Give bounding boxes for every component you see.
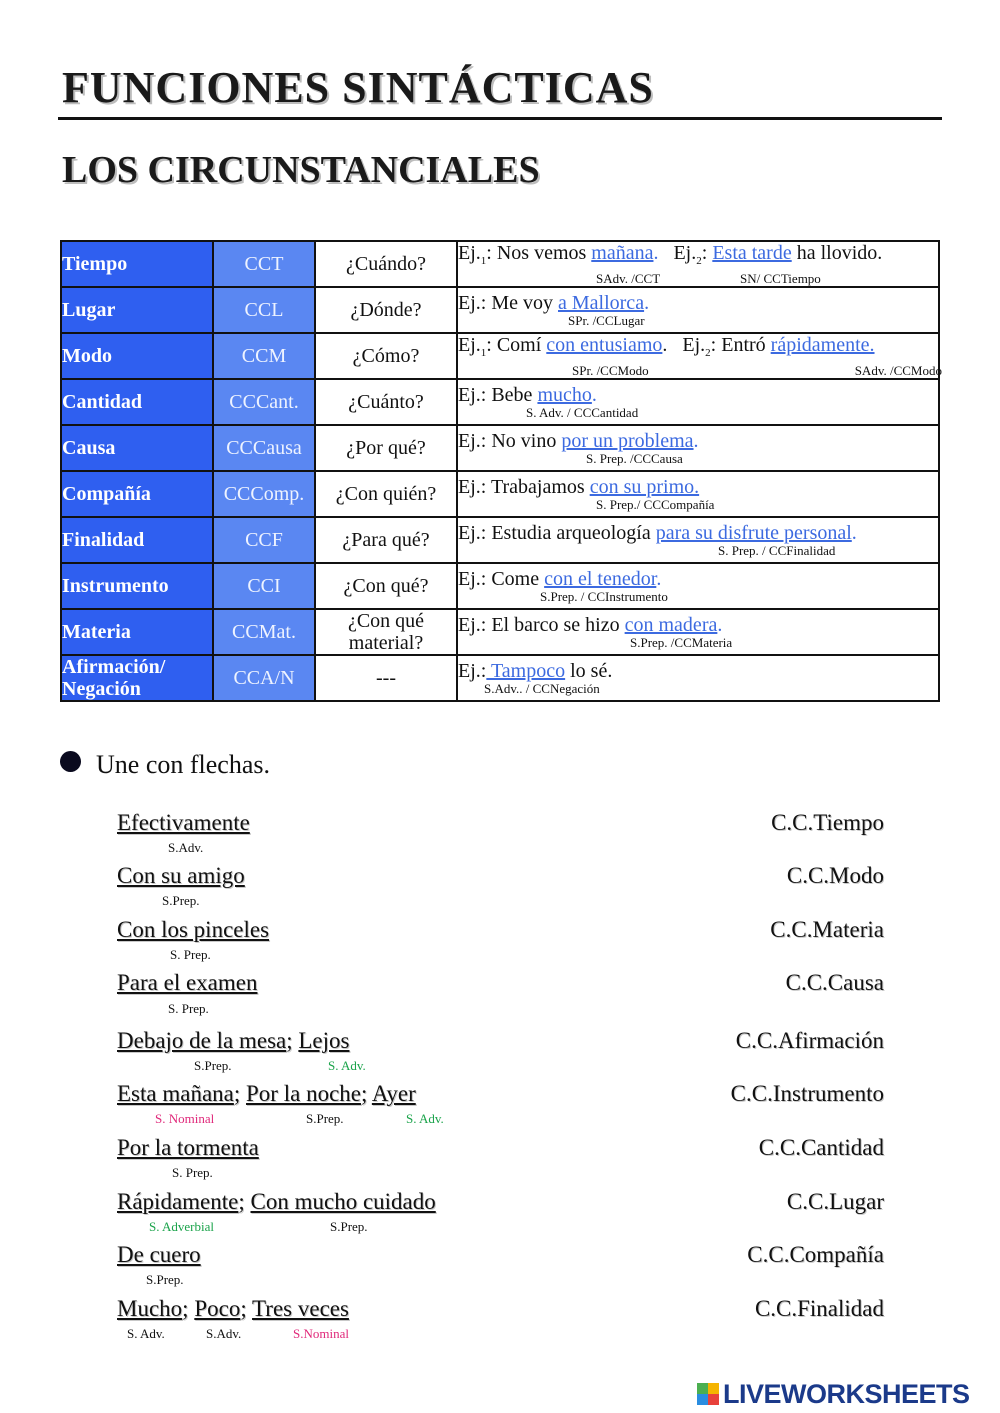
example-highlight: mañana bbox=[591, 241, 654, 264]
example2-index: 2 bbox=[696, 254, 702, 267]
example-index: 1 bbox=[480, 346, 487, 359]
example-cell bbox=[457, 287, 939, 333]
function-abbr: CCCant. bbox=[213, 379, 315, 425]
example-highlight: con su primo. bbox=[589, 475, 700, 498]
table-row bbox=[61, 609, 939, 655]
example-cell bbox=[457, 517, 939, 563]
match-left-item[interactable]: Esta mañana; Por la noche; Ayer bbox=[117, 1081, 416, 1106]
example-note: S.Prep. / CCInstrumento bbox=[540, 588, 668, 604]
example-highlight: a Mallorca bbox=[558, 291, 645, 314]
example-text: : No vino bbox=[480, 429, 562, 452]
example-note: SPr. /CCLugar bbox=[568, 312, 645, 328]
phrase-type-label: S.Prep. bbox=[306, 1111, 344, 1126]
example2-highlight: rápidamente. bbox=[770, 333, 875, 356]
match-right-item[interactable]: C.C.Instrumento bbox=[730, 1081, 884, 1106]
example-tail: . bbox=[591, 383, 597, 406]
function-abbr: CCT bbox=[213, 241, 315, 287]
example-highlight: por un problema bbox=[561, 429, 694, 452]
table-row bbox=[61, 425, 939, 471]
example-cell bbox=[457, 333, 942, 379]
function-name: Causa bbox=[61, 425, 213, 471]
example2-text: : bbox=[701, 241, 713, 264]
example-text: : El barco se hizo bbox=[480, 613, 625, 636]
match-left-item[interactable]: De cuero bbox=[117, 1242, 201, 1267]
phrase-type-label: S.Prep. bbox=[146, 1272, 184, 1287]
example-tail: . bbox=[653, 241, 659, 264]
example-cell bbox=[457, 425, 939, 471]
phrase-type-label: S.Nominal bbox=[293, 1326, 349, 1341]
function-name: Modo bbox=[61, 333, 213, 379]
example-tail: . bbox=[693, 429, 699, 452]
phrase-type-label: S.Prep. bbox=[162, 893, 200, 908]
example-prefix: Ej. bbox=[458, 475, 481, 498]
example-note: S. Prep./ CCCompañía bbox=[596, 496, 715, 512]
match-right-item[interactable]: C.C.Finalidad bbox=[754, 1296, 884, 1321]
example2-index: 2 bbox=[705, 346, 711, 359]
example2-note: SAdv. /CCModo bbox=[854, 362, 942, 378]
example2-text: : Entró bbox=[710, 333, 771, 356]
phrase-type-label: S. Adv. bbox=[406, 1111, 444, 1126]
table-row bbox=[61, 333, 939, 379]
example-highlight: para su disfrute personal bbox=[655, 521, 852, 544]
example-cell bbox=[457, 241, 939, 287]
function-question: --- bbox=[315, 655, 457, 701]
match-right-item[interactable]: C.C.Cantidad bbox=[758, 1135, 884, 1160]
match-left-item[interactable]: Rápidamente; Con mucho cuidado bbox=[117, 1189, 436, 1214]
match-left-item[interactable]: Con su amigo bbox=[117, 863, 245, 888]
page-title: FUNCIONES SINTÁCTICAS bbox=[62, 63, 654, 112]
example-highlight: con el tenedor bbox=[544, 567, 657, 590]
example-prefix: Ej. bbox=[458, 383, 481, 406]
example-highlight: Tampoco bbox=[486, 659, 566, 682]
table-row bbox=[61, 563, 939, 609]
function-abbr: CCI bbox=[213, 563, 315, 609]
example-tail: . bbox=[656, 567, 662, 590]
match-right-item[interactable]: C.C.Causa bbox=[785, 970, 884, 995]
example-note: S. Prep. /CCCausa bbox=[586, 450, 683, 466]
function-question: ¿Cuándo? bbox=[315, 241, 457, 287]
example-note: S. Adv. / CCCantidad bbox=[526, 404, 639, 420]
table-row bbox=[61, 517, 939, 563]
table-row bbox=[61, 379, 939, 425]
function-abbr: CCMat. bbox=[213, 609, 315, 655]
example-highlight: con entusiamo bbox=[546, 333, 663, 356]
phrase-type-label: S.Adv. bbox=[168, 840, 204, 855]
function-abbr: CCL bbox=[213, 287, 315, 333]
example-cell bbox=[457, 379, 939, 425]
example-text: : Me voy bbox=[480, 291, 558, 314]
example-tail: . bbox=[851, 521, 857, 544]
example-index: 1 bbox=[480, 254, 487, 267]
liveworksheets-logo[interactable] bbox=[697, 1379, 970, 1409]
phrase-type-label: S. Prep. bbox=[168, 1001, 209, 1016]
example-cell bbox=[457, 471, 939, 517]
function-question: ¿Cómo? bbox=[315, 333, 457, 379]
function-name: Finalidad bbox=[61, 517, 213, 563]
match-right-item[interactable]: C.C.Lugar bbox=[786, 1189, 884, 1214]
function-question: ¿Con qué? bbox=[315, 563, 457, 609]
function-question: ¿Para qué? bbox=[315, 517, 457, 563]
example-text: : Come bbox=[480, 567, 545, 590]
match-right-item[interactable]: C.C.Afirmación bbox=[735, 1028, 884, 1053]
example-text: : Estudia arqueología bbox=[480, 521, 656, 544]
example-note: S. Prep. / CCFinalidad bbox=[718, 542, 836, 558]
function-question: ¿Con qué material? bbox=[315, 609, 457, 655]
example-prefix: Ej. bbox=[458, 333, 481, 356]
example-note: S.Prep. /CCMateria bbox=[630, 634, 733, 650]
function-question: ¿Con quién? bbox=[315, 471, 457, 517]
example-text: : bbox=[480, 659, 487, 682]
example-text: : Trabajamos bbox=[480, 475, 590, 498]
function-name: Afirmación/ Negación bbox=[61, 655, 213, 701]
function-abbr: CCF bbox=[213, 517, 315, 563]
function-question: ¿Dónde? bbox=[315, 287, 457, 333]
table-row bbox=[61, 287, 939, 333]
example-note: S.Adv.. / CCNegación bbox=[484, 680, 600, 696]
match-left-item[interactable]: Efectivamente bbox=[117, 810, 250, 835]
example-prefix: Ej. bbox=[458, 429, 481, 452]
match-right-item[interactable]: C.C.Modo bbox=[786, 863, 884, 888]
example-highlight: mucho bbox=[537, 383, 592, 406]
instruction: Une con flechas. bbox=[96, 750, 270, 779]
match-left-item[interactable]: Por la tormenta bbox=[117, 1135, 259, 1160]
phrase-type-label: S. Adv. bbox=[328, 1058, 366, 1073]
page-subtitle: LOS CIRCUNSTANCIALES bbox=[62, 149, 540, 191]
match-right-item[interactable]: C.C.Tiempo bbox=[771, 810, 884, 835]
match-left-item[interactable]: Para el examen bbox=[117, 970, 258, 995]
example2-highlight: Esta tarde bbox=[712, 241, 792, 264]
function-name: Instrumento bbox=[61, 563, 213, 609]
function-name: Lugar bbox=[61, 287, 213, 333]
example-cell bbox=[457, 609, 939, 655]
circumstantial-table bbox=[60, 240, 940, 702]
function-abbr: CCComp. bbox=[213, 471, 315, 517]
match-left-item[interactable]: Con los pinceles bbox=[117, 917, 270, 942]
example2-prefix: Ej. bbox=[682, 333, 706, 356]
example-tail: . bbox=[717, 613, 723, 636]
function-abbr: CCCausa bbox=[213, 425, 315, 471]
example-text: : Bebe bbox=[480, 383, 538, 406]
phrase-type-label: S. Prep. bbox=[172, 1165, 213, 1180]
table-row bbox=[61, 655, 939, 701]
example-tail: . bbox=[644, 291, 650, 314]
match-left-item[interactable]: Debajo de la mesa; Lejos bbox=[117, 1028, 350, 1053]
function-question: ¿Por qué? bbox=[315, 425, 457, 471]
phrase-type-label: S. Prep. bbox=[170, 947, 211, 962]
match-left-item[interactable]: Mucho; Poco; Tres veces bbox=[117, 1296, 349, 1321]
example-note: SPr. /CCModo bbox=[572, 362, 649, 378]
example-text: : Comí bbox=[486, 333, 547, 356]
function-question: ¿Cuánto? bbox=[315, 379, 457, 425]
function-name: Materia bbox=[61, 609, 213, 655]
example-note: SAdv. /CCT bbox=[596, 270, 661, 286]
example-tail: lo sé. bbox=[565, 659, 613, 682]
phrase-type-label: S. Adverbial bbox=[149, 1219, 214, 1234]
phrase-type-label: S. Adv. bbox=[127, 1326, 165, 1341]
example-highlight: con madera bbox=[624, 613, 718, 636]
phrase-type-label: S. Nominal bbox=[155, 1111, 215, 1126]
example2-tail: ha llovido. bbox=[791, 241, 883, 264]
phrase-type-label: S.Prep. bbox=[330, 1219, 368, 1234]
example-prefix: Ej. bbox=[458, 241, 481, 264]
phrase-type-label: S.Adv. bbox=[206, 1326, 242, 1341]
bullet-icon bbox=[60, 751, 81, 772]
example-prefix: Ej. bbox=[458, 291, 481, 314]
function-name: Tiempo bbox=[61, 241, 213, 287]
example-cell bbox=[457, 563, 939, 609]
example-prefix: Ej. bbox=[458, 521, 481, 544]
example2-note: SN/ CCTiempo bbox=[740, 270, 821, 286]
function-abbr: CCM bbox=[213, 333, 315, 379]
function-name: Compañía bbox=[61, 471, 213, 517]
example-cell bbox=[457, 655, 939, 701]
title-divider bbox=[58, 117, 942, 120]
function-abbr: CCA/N bbox=[213, 655, 315, 701]
example-tail: . bbox=[662, 333, 668, 356]
example2-prefix: Ej. bbox=[673, 241, 697, 264]
phrase-type-label: S.Prep. bbox=[194, 1058, 232, 1073]
match-right-item[interactable]: C.C.Materia bbox=[770, 917, 884, 942]
logo-text: LIVEWORKSHEETS bbox=[723, 1378, 970, 1409]
function-name: Cantidad bbox=[61, 379, 213, 425]
example-prefix: Ej. bbox=[458, 613, 481, 636]
example-text: : Nos vemos bbox=[486, 241, 592, 264]
table-row bbox=[61, 471, 939, 517]
table-row bbox=[61, 241, 939, 287]
example-prefix: Ej. bbox=[458, 659, 481, 682]
example-prefix: Ej. bbox=[458, 567, 481, 590]
match-right-item[interactable]: C.C.Compañía bbox=[747, 1242, 884, 1267]
liveworksheets-icon bbox=[697, 1383, 719, 1405]
